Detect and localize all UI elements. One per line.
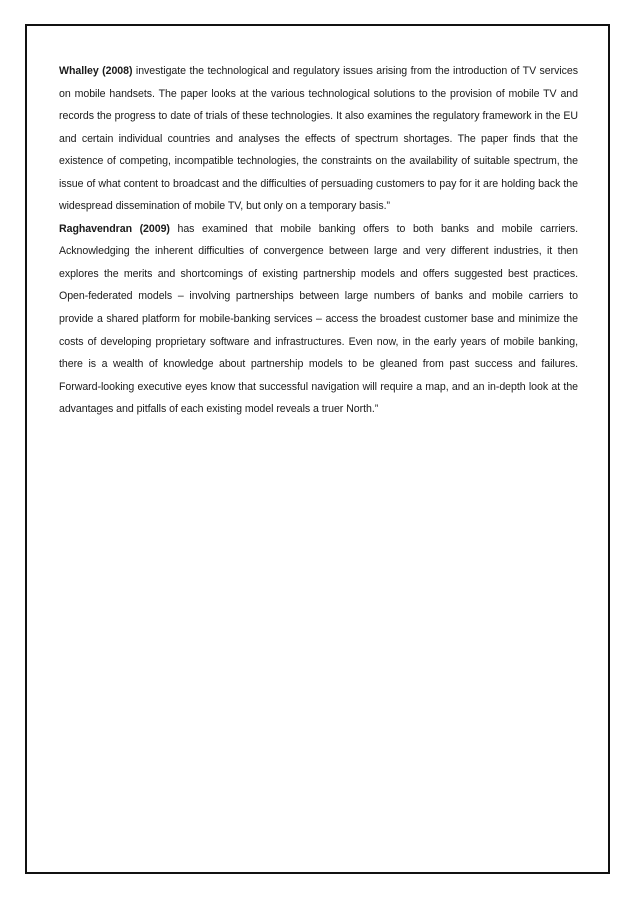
- document-body: [59, 60, 578, 421]
- paragraph-whalley: [59, 60, 578, 218]
- paragraph-text: has examined that mobile banking offers to both banks and mobile carriers. Acknowledging the inherent difficulties of convergence between large and very different industries, it then explores the merits and shortcomings of existing partnership models and offers suggested best practices. Open-federated models – involving partnerships between large numbers of banks and mobile carriers to provide a shared platform for mobile-banking services – access the broadest customer base and minimize the costs of developing proprietary software and infrastructures. Even now, in the early years of mobile banking, there is a wealth of knowledge about partnership models to be gleaned from past success and failures. Forward-looking executive eyes know that successful navigation will require a map, and an in-depth look at the advantages and pitfalls of each existing model reveals a truer North.”: [59, 222, 578, 416]
- citation-author: Whalley (2008): [59, 65, 133, 77]
- citation-author: Raghavendran (2009): [59, 222, 170, 235]
- paragraph-raghavendran: [59, 218, 578, 421]
- paragraph-text: investigate the technological and regulatory issues arising from the introduction of TV services on mobile handsets. The paper looks at the various technological solutions to the provision of mobile TV and records the progress to date of trials of these technologies. It also examines the regulatory framework in the EU and certain individual countries and analyses the effects of spectrum shortages. The paper finds that the existence of competing, incompatible technologies, the constraints on the availability of suitable spectrum, the issue of what content to broadcast and the difficulties of persuading customers to pay for it are holding back the widespread dissemination of mobile TV, but only on a temporary basis.”: [59, 65, 578, 213]
